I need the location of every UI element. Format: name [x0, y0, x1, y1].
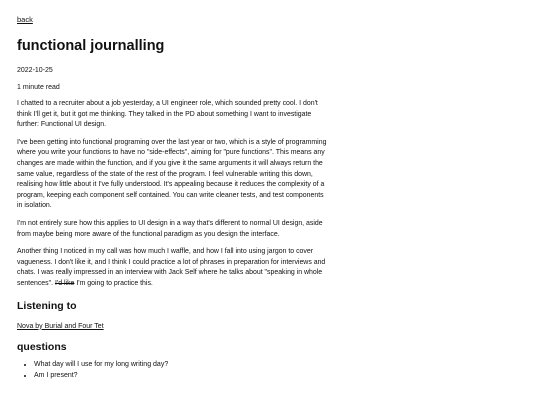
listening-heading: Listening to [17, 299, 77, 312]
paragraph-waffle-end: I'm going to practice this. [74, 279, 153, 287]
paragraph-waffle-text: Another thing I noticed in my call was how much I waffle, and how I fall into using jargon to cover vagueness. I don't like it, and I think I could practice a lot of phrases in preparation for interviews and chats. I was really impressed in an interview with Jack Self where he talks about "speaking in whole sentences". [17, 248, 326, 287]
question-item: • What day will I use for my long writing day? [34, 359, 327, 370]
paragraph-waffle [17, 247, 327, 289]
post-title: functional journalling [17, 38, 165, 54]
questions-heading: questions [17, 340, 67, 353]
paragraph-ui-design: I'm not entirely sure how this applies to UI design in a way that's different to normal UI design, aside from maybe being more aware of the functional paradigm as you design the interface. [17, 219, 323, 238]
questions-list [17, 359, 327, 381]
read-time: 1 minute read [17, 84, 60, 91]
struck-text: I'd like [54, 279, 75, 287]
track-link[interactable]: Nova by Burial and Four Tet [17, 322, 104, 330]
back-link[interactable]: back [17, 15, 33, 24]
paragraph-recruiter-call: I chatted to a recruiter about a job yesterday, a UI engineer role, which sounded pretty cool. I don't think I'll get it, but it got me thinking. They talked in the PD about something I want to investigate further: Functional UI design. [17, 100, 318, 129]
paragraph-functional-programming: I've been getting into functional programing over the last year or two, which is a style of programming where you write your functions to have no "side-effects", aiming for "pure functions". This means any changes are made within the function, and if you give it the same arguments it will always return the same value, regardless of the state of the rest of the program. I feel vulnerable writing this down, realising how little about it I've fully understood. It's appealing because it reduces the complexity of a program, keeping each component self contained. You can write cleaner tests, and test components in isolation. [17, 138, 327, 210]
question-item: • Am I present? [34, 370, 327, 381]
post-date: 2022-10-25 [17, 67, 53, 74]
